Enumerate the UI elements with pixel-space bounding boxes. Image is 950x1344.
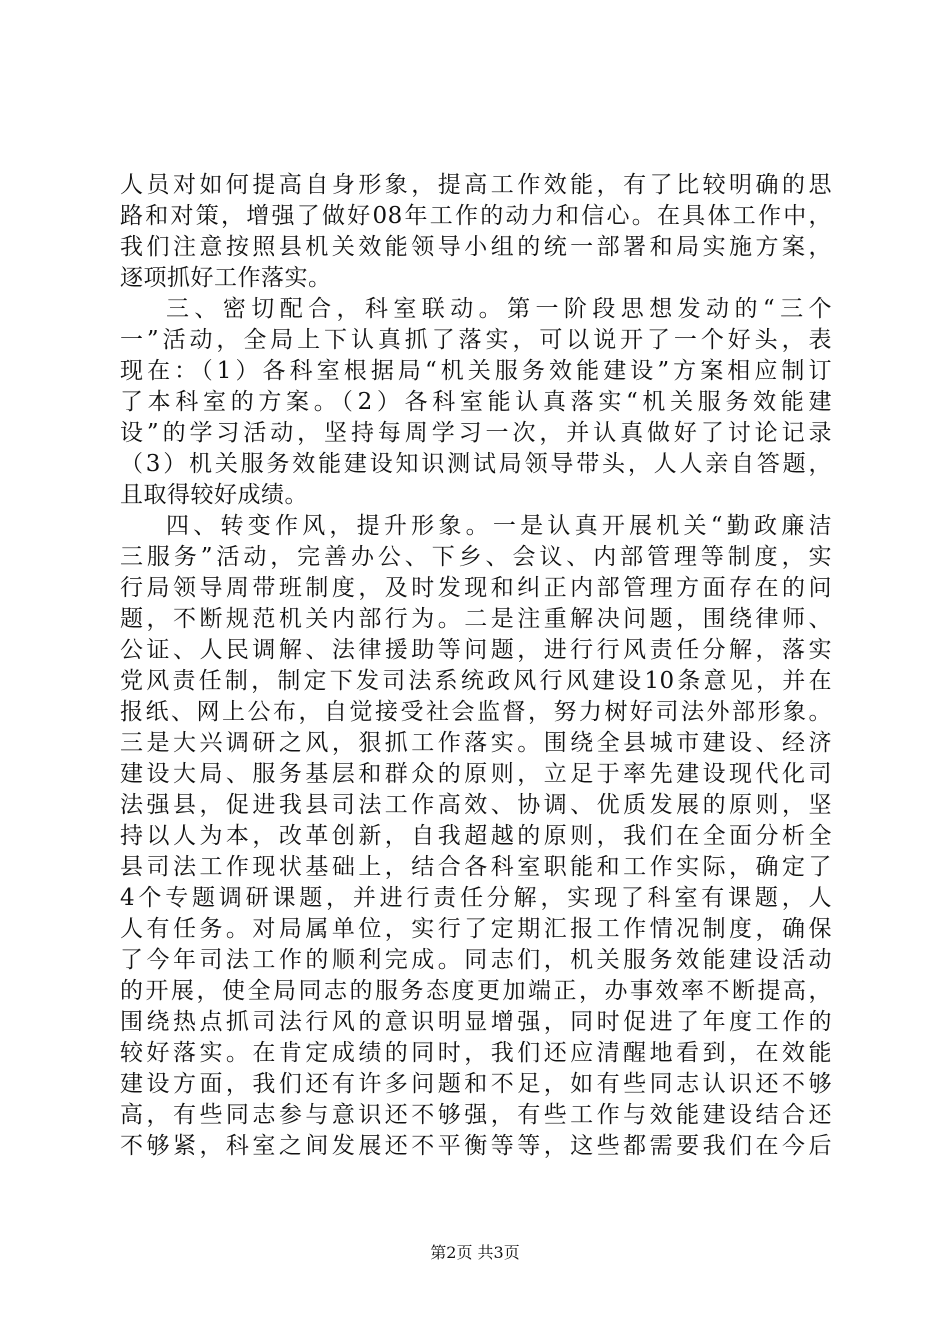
text-line: 题，不断规范机关内部行为。二是注重解决问题，围绕律师、 xyxy=(120,606,832,632)
text-line: 了本科室的方案。（2）各科室能认真落实“机关服务效能建 xyxy=(120,389,832,415)
text-line: 党风责任制，制定下发司法系统政风行风建设10条意见，并在 xyxy=(120,668,832,694)
text-line: 且取得较好成绩。 xyxy=(120,482,308,508)
text-line: 一”活动，全局上下认真抓了落实，可以说开了一个好头，表 xyxy=(120,327,832,353)
text-line: 4个专题调研课题，并进行责任分解，实现了科室有课题，人 xyxy=(120,885,832,911)
text-line: 县司法工作现状基础上，结合各科室职能和工作实际，确定了 xyxy=(120,854,832,880)
text-line: 四、转变作风，提升形象。一是认真开展机关“勤政廉洁 xyxy=(166,513,832,539)
text-line: 公证、人民调解、法律援助等问题，进行行风责任分解，落实 xyxy=(120,637,832,663)
text-line: 持以人为本，改革创新，自我超越的原则，我们在全面分析全 xyxy=(120,823,832,849)
text-line: 设”的学习活动，坚持每周学习一次，并认真做好了讨论记录 xyxy=(120,420,832,446)
text-line: 的开展，使全局同志的服务态度更加端正，办事效率不断提高， xyxy=(120,978,832,1004)
text-line: 了今年司法工作的顺利完成。同志们，机关服务效能建设活动 xyxy=(120,947,832,973)
text-line: 人有任务。对局属单位，实行了定期汇报工作情况制度，确保 xyxy=(120,916,832,942)
text-line: （3）机关服务效能建设知识测试局领导带头，人人亲自答题， xyxy=(120,451,832,477)
text-line: 三是大兴调研之风，狠抓工作落实。围绕全县城市建设、经济 xyxy=(120,730,832,756)
page-number-footer: 第2页 共3页 xyxy=(430,1243,520,1262)
text-line: 高，有些同志参与意识还不够强，有些工作与效能建设结合还 xyxy=(120,1102,832,1128)
text-line: 人员对如何提高自身形象，提高工作效能，有了比较明确的思 xyxy=(120,172,832,198)
text-line: 行局领导周带班制度，及时发现和纠正内部管理方面存在的问 xyxy=(120,575,832,601)
body-text xyxy=(120,170,832,1162)
text-line: 围绕热点抓司法行风的意识明显增强，同时促进了年度工作的 xyxy=(120,1009,832,1035)
text-line: 现在：（1）各科室根据局“机关服务效能建设”方案相应制订 xyxy=(120,358,832,384)
text-line: 三、密切配合，科室联动。第一阶段思想发动的“三个 xyxy=(166,296,832,322)
text-line: 建设方面，我们还有许多问题和不足，如有些同志认识还不够 xyxy=(120,1071,832,1097)
text-line: 逐项抓好工作落实。 xyxy=(120,265,332,291)
text-line: 建设大局、服务基层和群众的原则，立足于率先建设现代化司 xyxy=(120,761,832,787)
text-line: 报纸、网上公布，自觉接受社会监督，努力树好司法外部形象。 xyxy=(120,699,832,725)
text-line: 不够紧，科室之间发展还不平衡等等，这些都需要我们在今后 xyxy=(120,1133,832,1159)
text-line: 我们注意按照县机关效能领导小组的统一部署和局实施方案， xyxy=(120,234,832,260)
text-line: 法强县，促进我县司法工作高效、协调、优质发展的原则，坚 xyxy=(120,792,832,818)
text-line: 三服务”活动，完善办公、下乡、会议、内部管理等制度，实 xyxy=(120,544,832,570)
text-line: 路和对策，增强了做好08年工作的动力和信心。在具体工作中， xyxy=(120,203,832,229)
text-line: 较好落实。在肯定成绩的同时，我们还应清醒地看到，在效能 xyxy=(120,1040,832,1066)
